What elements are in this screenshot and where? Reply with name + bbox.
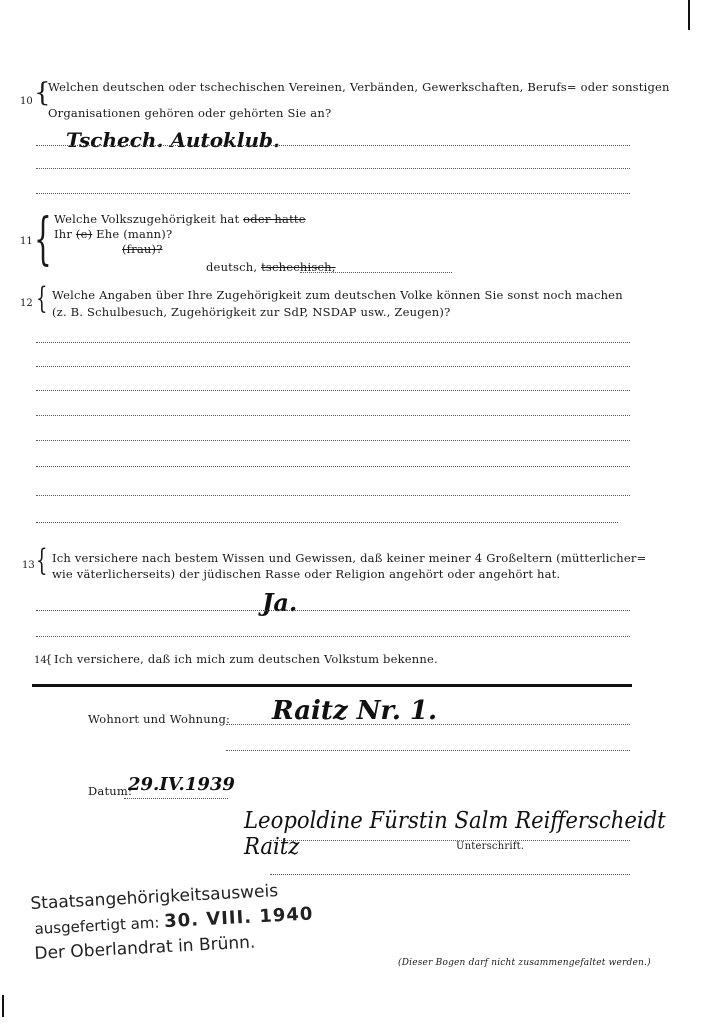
question-11-line2-text-b: Ehe (mann)?: [96, 227, 173, 241]
stamp-line3: Der Oberlandrat in Brünn.: [34, 932, 256, 964]
question-10-line1: Welchen deutschen oder tschechischen Vereinen, Verbänden, Gewerkschaften, Berufs= oder sonstigen: [48, 80, 670, 94]
question-10-brace: {: [34, 78, 51, 108]
answer-line: [300, 272, 452, 273]
answer-line: [36, 366, 630, 367]
answer-line: [36, 466, 630, 467]
footer-note: (Dieser Bogen darf nicht zusammengefaltet werden.): [398, 958, 651, 968]
question-11-line1: [54, 212, 306, 226]
question-10-answer: Tschech. Autoklub.: [66, 128, 280, 152]
question-10-line2: Organisationen gehören oder gehörten Sie an?: [48, 106, 332, 120]
answer-line: [36, 193, 630, 194]
date-label: Datum:: [88, 784, 133, 798]
residence-label: Wohnort und Wohnung:: [88, 712, 231, 726]
answer-line: [36, 342, 630, 343]
question-14-text: Ich versichere, daß ich mich zum deutschen Volkstum bekenne.: [54, 652, 438, 666]
stamp-date: 30. VIII. 1940: [163, 903, 314, 933]
signature-line-2: [270, 874, 630, 875]
question-13-brace: {: [36, 543, 48, 578]
question-12-line2: (z. B. Schulbesuch, Zugehörigkeit zur SdP, NSDAP usw., Zeugen)?: [52, 305, 451, 319]
question-12-brace: {: [36, 281, 48, 316]
question-13-line1: Ich versichere nach bestem Wissen und Gewissen, daß keiner meiner 4 Großeltern (mütterlicher=: [52, 551, 647, 565]
signature-value: Leopoldine Fürstin Salm Reifferscheidt Raitz: [244, 808, 666, 860]
option-tschechisch-struck: tschechisch,: [261, 260, 336, 274]
question-12-number: 12: [20, 298, 33, 309]
question-11-brace: {: [34, 207, 52, 272]
section-divider: [32, 684, 632, 687]
stamp-line2-label: ausgefertigt am:: [34, 913, 160, 938]
answer-line: [36, 390, 630, 391]
answer-line: [36, 145, 630, 146]
stamp-line1: Staatsangehörigkeitsausweis: [30, 881, 279, 914]
date-value: 29.IV.1939: [128, 774, 235, 795]
question-11-line2: [54, 227, 172, 241]
option-deutsch: deutsch,: [206, 260, 258, 274]
residence-line: [226, 724, 630, 725]
question-11-line2-struck: (e): [75, 227, 93, 241]
answer-line: [36, 415, 630, 416]
date-line: [124, 798, 228, 799]
scan-edge-mark: [688, 0, 690, 30]
scan-edge-mark: [2, 995, 4, 1017]
answer-line: [36, 495, 630, 496]
question-13-line2: wie väterlicherseits) der jüdischen Rasse oder Religion angehört oder angehört hat.: [52, 567, 561, 581]
question-12-line1: Welche Angaben über Ihre Zugehörigkeit zum deutschen Volke können Sie sonst noch machen: [52, 288, 623, 302]
question-14-brace: {: [45, 652, 53, 666]
signature-label: Unterschrift.: [456, 841, 525, 852]
question-14-number: 14: [34, 655, 47, 666]
signature-line: [270, 840, 630, 841]
question-11-line3-struck: (frau)?: [122, 242, 163, 256]
question-11-line1-struck: oder hatte: [243, 212, 306, 226]
question-11-line1-text: Welche Volkszugehörigkeit hat: [54, 212, 240, 226]
answer-line: [36, 440, 630, 441]
answer-line: [36, 610, 630, 611]
question-11-number: 11: [20, 236, 33, 247]
residence-value: Raitz Nr. 1.: [272, 696, 438, 726]
answer-line: [36, 636, 630, 637]
question-13-answer: Ja.: [262, 588, 298, 617]
answer-line: [36, 522, 618, 523]
question-11-line2-text: Ihr: [54, 227, 73, 241]
question-10-number: 10: [20, 96, 33, 107]
question-13-number: 13: [22, 560, 35, 571]
residence-line-2: [226, 750, 630, 751]
answer-line: [36, 168, 630, 169]
